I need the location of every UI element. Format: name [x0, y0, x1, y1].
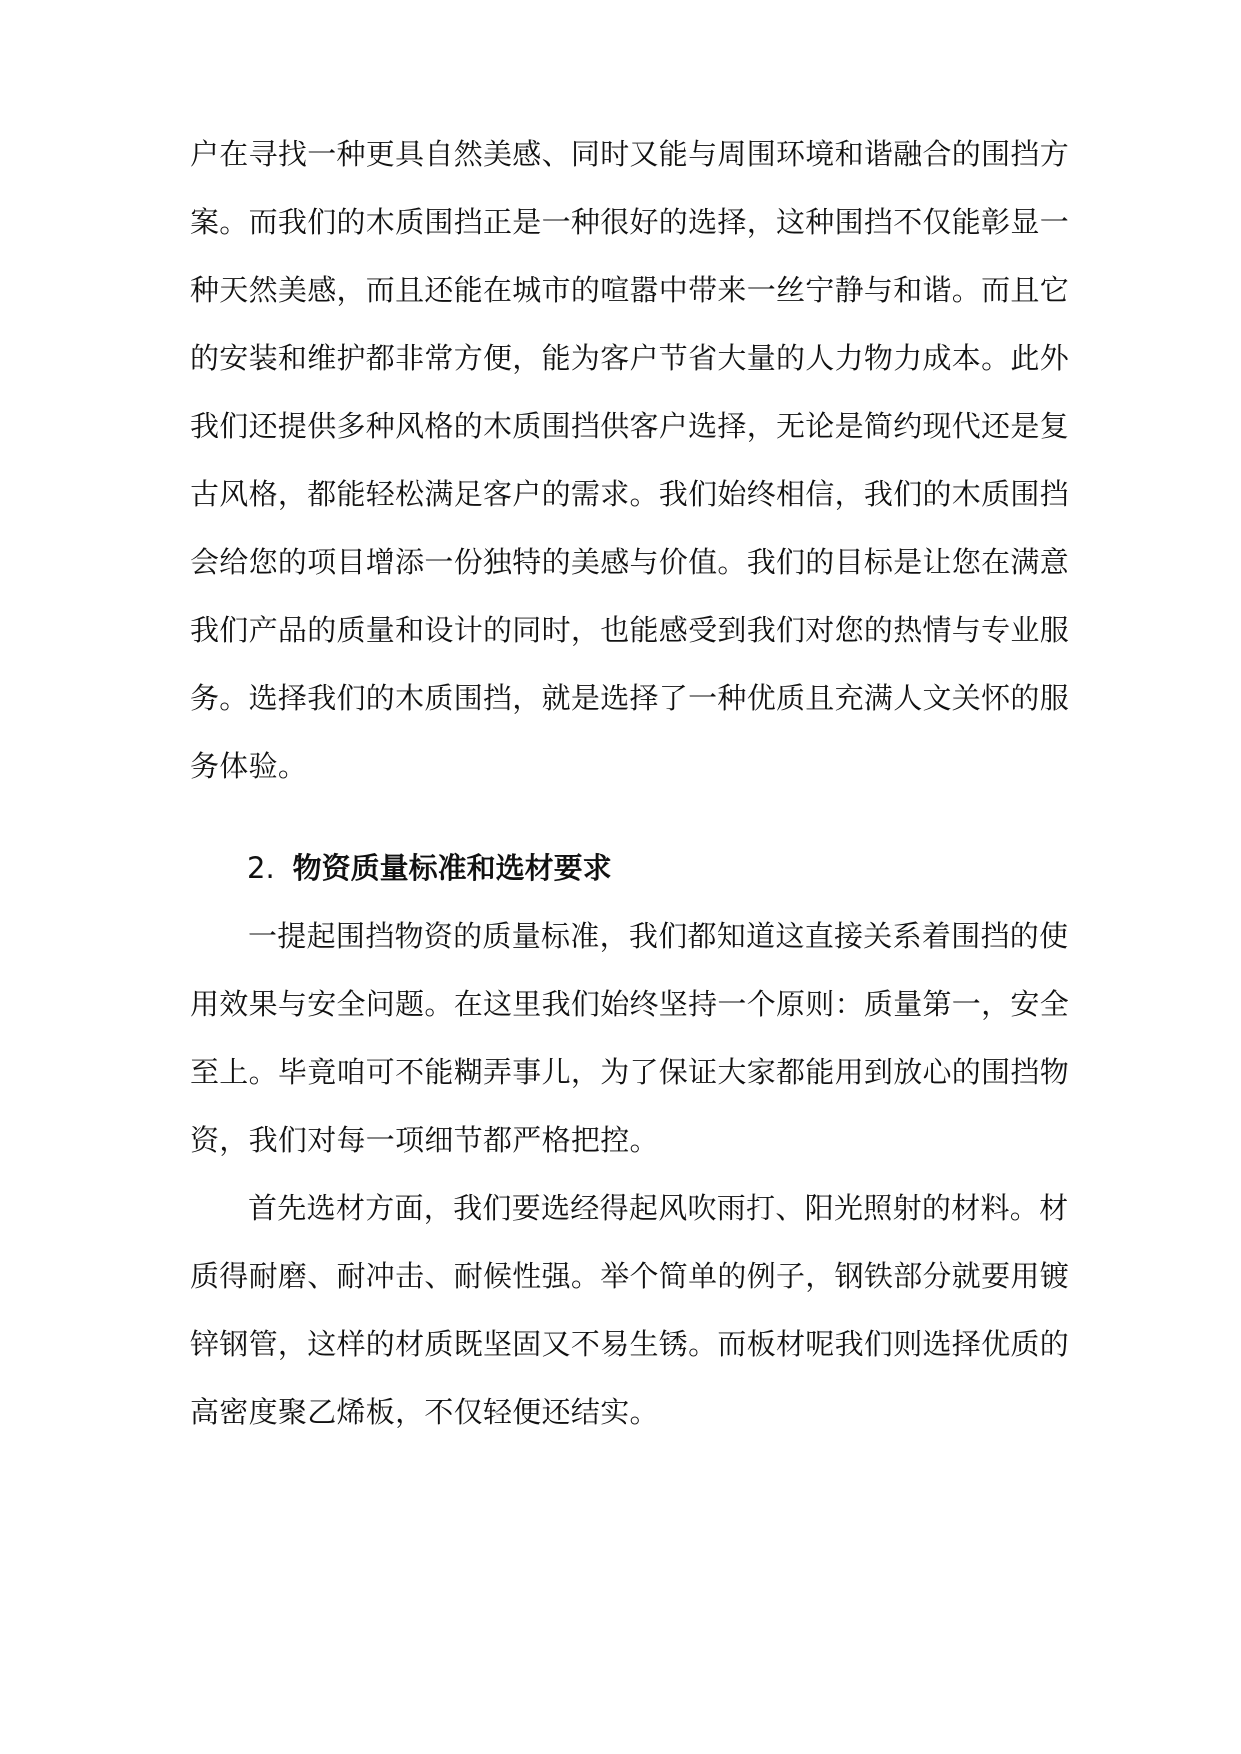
paragraph-1-line-6: 古风格，都能轻松满足客户的需求。我们始终相信，我们的木质围挡 — [190, 477, 1070, 511]
paragraph-3-line-1: 首先选材方面，我们要选经得起风吹雨打、阳光照射的材料。材 — [248, 1191, 1069, 1225]
paragraph-2-line-1: 一提起围挡物资的质量标准，我们都知道这直接关系着围挡的使 — [248, 919, 1069, 953]
paragraph-1-line-4: 的安装和维护都非常方便，能为客户节省大量的人力物力成本。此外 — [190, 341, 1070, 375]
paragraph-1-line-5: 我们还提供多种风格的木质围挡供客户选择，无论是简约现代还是复 — [190, 409, 1070, 443]
paragraph-1-line-8: 我们产品的质量和设计的同时，也能感受到我们对您的热情与专业服 — [190, 613, 1070, 647]
paragraph-1-line-3: 种天然美感，而且还能在城市的喧嚣中带来一丝宁静与和谐。而且它 — [190, 273, 1070, 307]
paragraph-1-line-2: 案。而我们的木质围挡正是一种很好的选择，这种围挡不仅能彰显一 — [190, 205, 1070, 239]
section-heading — [247, 848, 612, 888]
paragraph-2-line-2: 用效果与安全问题。在这里我们始终坚持一个原则：质量第一，安全 — [190, 987, 1070, 1021]
paragraph-1-line-7: 会给您的项目增添一份独特的美感与价值。我们的目标是让您在满意 — [190, 545, 1070, 579]
section-title: 物资质量标准和选材要求 — [292, 851, 612, 885]
section-number: 2. — [247, 851, 275, 885]
paragraph-1-line-9: 务。选择我们的木质围挡，就是选择了一种优质且充满人文关怀的服 — [190, 681, 1070, 715]
paragraph-3-line-3: 锌钢管，这样的材质既坚固又不易生锈。而板材呢我们则选择优质的 — [190, 1327, 1070, 1361]
paragraph-2-line-3: 至上。毕竟咱可不能糊弄事儿，为了保证大家都能用到放心的围挡物 — [190, 1055, 1070, 1089]
paragraph-2-line-4: 资，我们对每一项细节都严格把控。 — [190, 1123, 659, 1157]
paragraph-3-line-2: 质得耐磨、耐冲击、耐候性强。举个简单的例子，钢铁部分就要用镀 — [190, 1259, 1070, 1293]
paragraph-1-line-10: 务体验。 — [190, 749, 308, 783]
paragraph-3-line-4: 高密度聚乙烯板，不仅轻便还结实。 — [190, 1395, 659, 1429]
paragraph-1-line-1: 户在寻找一种更具自然美感、同时又能与周围环境和谐融合的围挡方 — [190, 137, 1070, 171]
